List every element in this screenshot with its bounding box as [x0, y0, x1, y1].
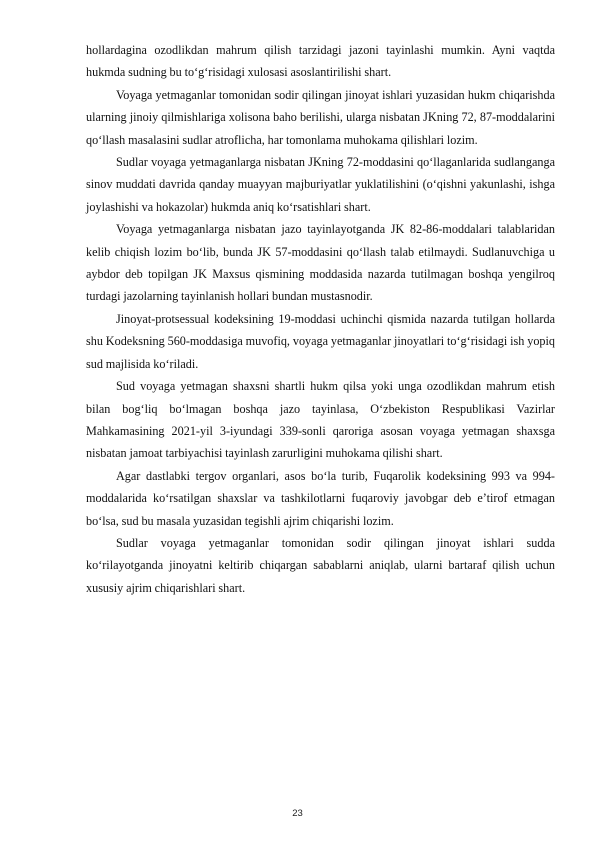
paragraph-5: Jinoyat-protsessual kodeksining 19-moddasi uchinchi qismida nazarda tutilgan hollarda shu Kodeksning 560-moddasiga muvofiq, voyaga yetmaganlar jinoyatlari to‘g‘risidagi ish yopiq sud majlisida ko‘riladi. — [86, 311, 555, 371]
paragraph-6: Sud voyaga yetmagan shaxsni shartli hukm qilsa yoki unga ozodlikdan mahrum etish bilan bog‘liq bo‘lmagan boshqa jazo tayinlasa, O‘zbekiston Respublikasi Vazirlar Mahkamasining 2021-yil 3-iyundagi 339-sonli qaroriga asosan voyaga yetmagan shaxsga nisbatan jamoat tarbiyachisi tayinlash zarurligini muhokama qilishi shart. — [86, 379, 555, 461]
paragraph-3: Sudlar voyaga yetmaganlarga nisbatan JKning 72-moddasini qo‘llaganlarida sudlanganga sinov muddati davrida qanday muayyan majburiyatlar yuklatilishini (o‘qishni yakunlashi, ishga joylashishi va hokazolar) hukmda aniq ko‘rsatishlari shart. — [86, 155, 555, 214]
paragraph-7: Agar dastlabki tergov organlari, asos bo‘la turib, Fuqarolik kodeksining 993 va 994-moddalarida ko‘rsatilgan shaxslar va tashkilotlarni fuqaroviy javobgar deb e’tirof etmagan bo‘lsa, sud bu masala yuzasidan tegishli ajrim chiqarishi lozim. — [86, 468, 555, 528]
paragraph-1: hollardagina ozodlikdan mahrum qilish tarzidagi jazoni tayinlashi mumkin. Ayni vaqtda hukmda sudning bu to‘g‘risidagi xulosasi asoslantirilishi shart. — [86, 43, 555, 80]
paragraph-2: Voyaga yetmaganlar tomonidan sodir qilingan jinoyat ishlari yuzasidan hukm chiqarishda ularning jinoiy qilmishlariga xolisona baho berilishi, ularga nisbatan JKning 72, 87-moddalarini qo‘llash masalasini sudlar atroflicha, har tomonlama muhokama qilishlari lozim. — [86, 87, 555, 147]
document-page — [86, 39, 555, 599]
page-number: 23 — [292, 808, 303, 819]
paragraph-4: Voyaga yetmaganlarga nisbatan jazo tayinlayotganda JK 82-86-moddalari talablaridan kelib chiqish lozim bo‘lib, bunda JK 57-moddasini qo‘llash talab etilmaydi. Sudlanuvchiga u aybdor deb topilgan JK Maxsus qismining moddasida nazarda tutilmagan boshqa yengilroq turdagi jazolarning tayinlanish hollari bundan mustasnodir. — [86, 222, 555, 304]
paragraph-8: Sudlar voyaga yetmaganlar tomonidan sodir qilingan jinoyat ishlari sudda ko‘rilayotganda jinoyatni keltirib chiqargan sabablarni aniqlab, ularni bartaraf qilish uchun xususiy ajrim chiqarishlari shart. — [86, 535, 555, 595]
